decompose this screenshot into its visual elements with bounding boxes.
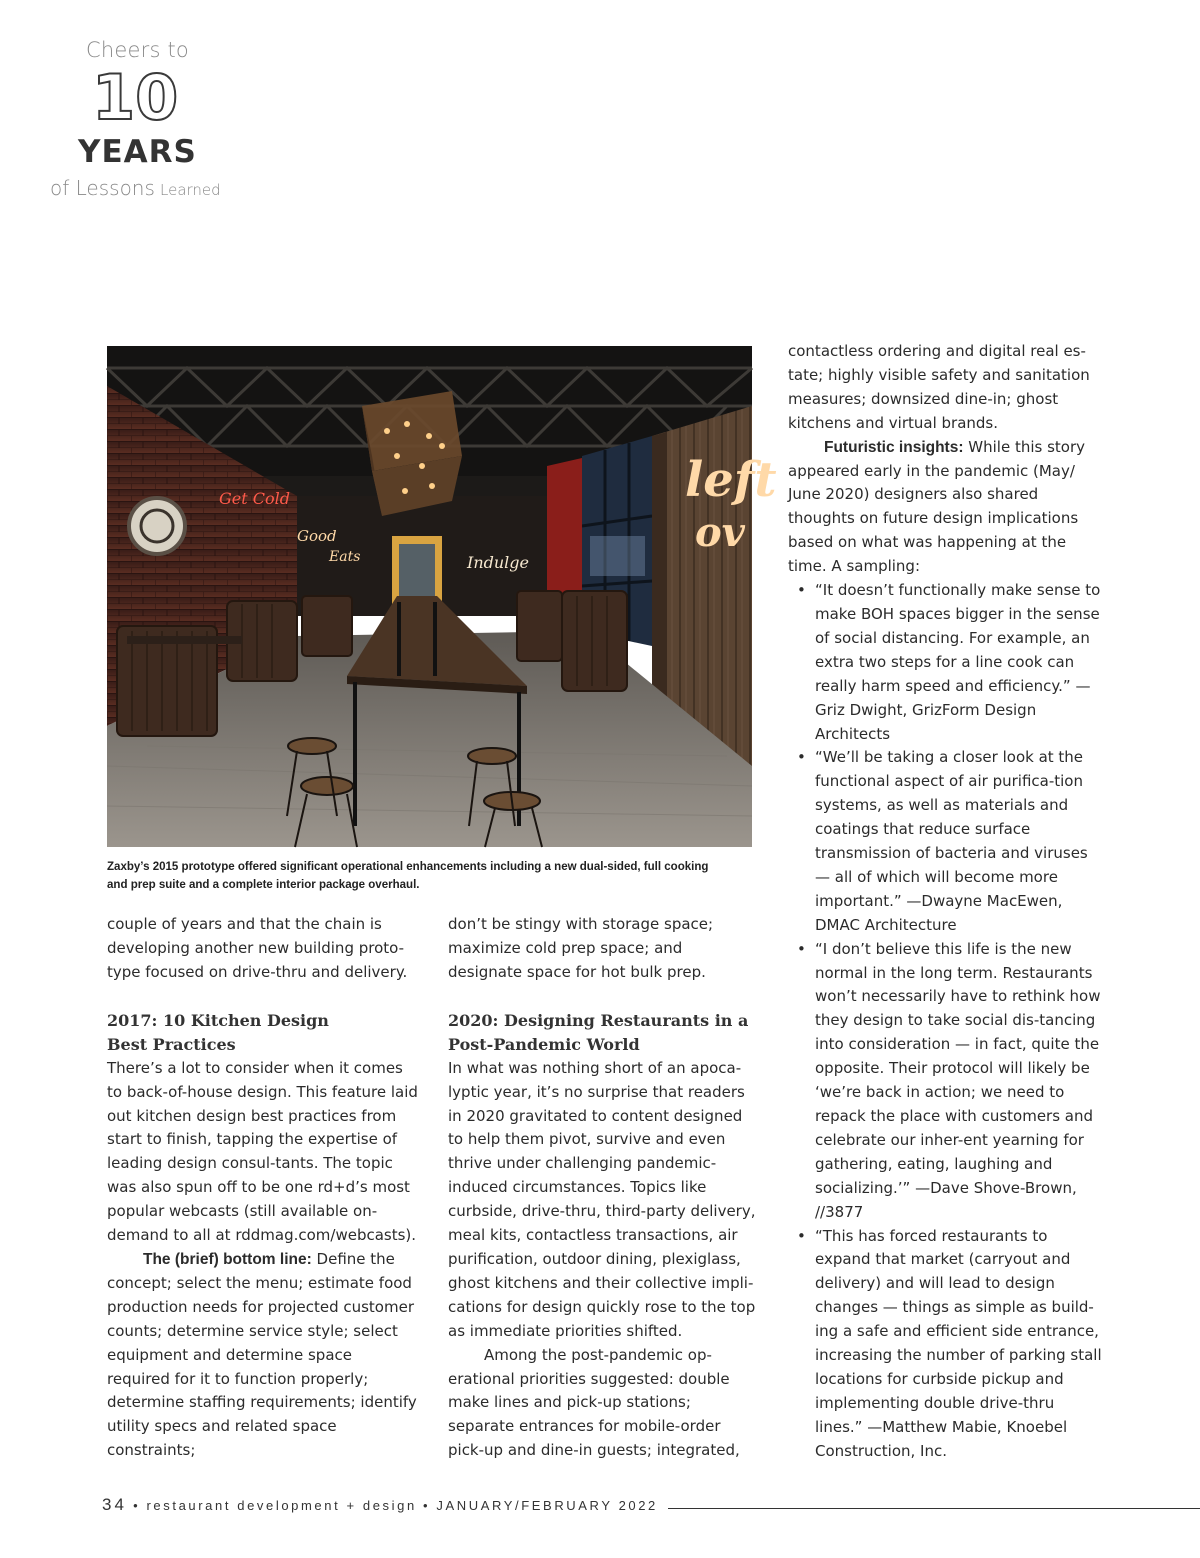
bullet-icon: • <box>797 748 806 767</box>
restaurant-interior-photo <box>107 346 777 847</box>
quote-list <box>788 579 1106 1464</box>
lead-bottom-line: The (brief) bottom line: <box>143 1250 312 1268</box>
col3-intro: contactless ordering and digital real es-tate; highly visible safety and sanitation measures; downsized dine-in; ghost kitchens and virtual brands. <box>788 342 1090 432</box>
section-heading-2017 <box>107 1009 419 1057</box>
brand-years-text: YEARS <box>78 134 197 170</box>
brand-learned-text: Learned <box>160 181 221 199</box>
quote-item <box>788 579 1106 746</box>
heading-2020-line1: 2020: Designing Restaurants in a <box>448 1010 749 1030</box>
neon-sign-indulge: Indulge <box>467 553 529 572</box>
spacer <box>448 985 760 1009</box>
col2-para2: Among the post-pandemic op-erational priorities suggested: double make lines and pick-up stations; separate entrances for mobile-order pick-up and dine-in guests; integrated, <box>448 1345 740 1460</box>
quote-text: “We’ll be taking a closer look at the functional aspect of air purifica-tion systems, as well as materials and coatings that reduce surface transmission of bacteria and viruses — all of which will become more important.” —Dwayne MacEwen, DMAC Architecture <box>815 748 1088 934</box>
neon-sign-cold: Get Cold <box>219 489 290 508</box>
photo-illustration <box>107 346 777 847</box>
column-2 <box>448 913 760 1463</box>
quote-item <box>788 746 1106 937</box>
brand-lessons-line <box>50 176 221 200</box>
neon-sign-eats: Eats <box>329 549 361 565</box>
footer-text <box>102 1495 658 1515</box>
neon-sign-good: Good <box>297 527 337 545</box>
section-heading-2020 <box>448 1009 760 1057</box>
col1-para1: There’s a lot to consider when it comes to back-of-house design. This feature laid out kitchen design best practices from start to finish, tapping the expertise of leading design consul-tants. The topic was also spun off to be one rd+d’s most popular webcasts (still available on-demand to all at rddmag.com/webcasts). <box>107 1058 418 1245</box>
column-3 <box>788 340 1106 1464</box>
marquee-sign-ov: ov <box>695 509 745 556</box>
quote-text: “It doesn’t functionally make sense to make BOH spaces bigger in the sense of social distancing. For example, an extra two steps for a line cook can really harm speed and efficiency.” —Griz Dwight, GrizForm Design Architects <box>815 581 1101 743</box>
footer-publication: • restaurant development + design • JANUARY/FEBRUARY 2022 <box>126 1498 658 1513</box>
col2-intro: don’t be stingy with storage space; maximize cold prep space; and designate space for hot bulk prep. <box>448 915 714 981</box>
bullet-icon: • <box>797 581 806 600</box>
page-footer <box>102 1493 1200 1517</box>
heading-2017-line2: Best Practices <box>107 1034 236 1054</box>
col1-para2 <box>107 1248 419 1463</box>
page-number: 34 <box>102 1495 127 1514</box>
lead-futuristic-insights: Futuristic insights: <box>824 438 964 456</box>
marquee-sign-left: left <box>685 452 777 508</box>
col3-para-body: While this story appeared early in the pandemic (May/ June 2020) designers also shared thoughts on future design implications based on what was happening at the time. A sampling: <box>788 437 1085 576</box>
bullet-icon: • <box>797 1226 806 1245</box>
quote-item <box>788 1225 1106 1464</box>
heading-2017-line1: 2017: 10 Kitchen Design <box>107 1010 329 1030</box>
col1-intro: couple of years and that the chain is developing another new building proto-type focused on drive-thru and delivery. <box>107 915 408 981</box>
bullet-icon: • <box>797 939 806 958</box>
heading-2020-line2: Post-Pandemic World <box>448 1034 640 1054</box>
quote-text: “I don’t believe this life is the new normal in the long term. Restaurants won’t necessarily have to rethink how they design to take social dis-tancing into consideration — in fact, quite the opposite. Their protocol will likely be ‘we’re back in action; we need to repack the place with customers and celebrate our inher-ent yearning for gathering, eating, laughing and socializing.’” —Dave Shove-Brown, //3877 <box>815 939 1101 1221</box>
quote-text: “This has forced restaurants to expand that market (carryout and delivery) and will lead to design changes — things as simple as build-ing a safe and efficient side entrance, increasing the number of parking stall locations for curbside pickup and implementing double drive-thru lines.” —Matthew Mabie, Knoebel Construction, Inc. <box>815 1226 1102 1460</box>
footer-rule <box>668 1508 1200 1509</box>
brand-cheers-text: Cheers to <box>86 38 189 62</box>
col2-para1: In what was nothing short of an apoca-lyptic year, it’s no surprise that readers in 2020 gravitated to content designed to help them pivot, survive and even thrive under challenging pandemic-induced circumstances. Topics like curbside, drive-thru, third-party delivery, meal kits, contactless transactions, air purification, outdoor dining, plexiglass, ghost kitchens and their collective impli-cations for design quickly rose to the top as immediate priorities shifted. <box>448 1058 756 1340</box>
column-1 <box>107 913 419 1463</box>
quote-item <box>788 938 1106 1225</box>
col1-para2-body: Define the concept; select the menu; estimate food production needs for projected customer counts; determine service style; select equipment and determine space required for it to function properly; determine staffing requirements; identify utility specs and related space constraints; <box>107 1249 417 1460</box>
spacer <box>107 985 419 1009</box>
photo-caption: Zaxby’s 2015 prototype offered significant operational enhancements including a new dual-sided, full cooking and prep suite and a complete interior package overhaul. <box>107 859 709 891</box>
section-branding <box>40 36 230 206</box>
col3-para <box>788 436 1106 579</box>
brand-number: 10 <box>92 61 179 134</box>
brand-lessons-text: of Lessons <box>50 176 155 200</box>
